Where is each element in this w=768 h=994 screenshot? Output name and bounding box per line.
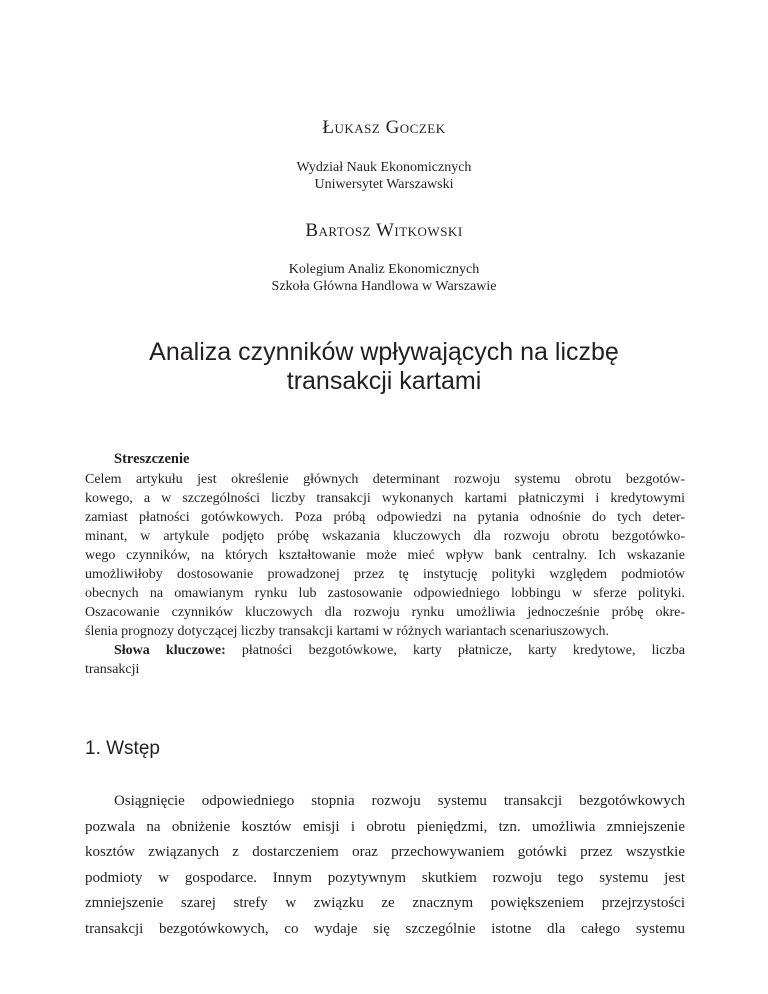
affiliation-line: Szkoła Główna Handlowa w Warszawie [271,279,497,294]
article-title [90,338,678,396]
body-line: zmniejszenie szarej strefy w związku ze znacznym powiększeniem przejrzystości [85,895,685,912]
affiliation-line: Uniwersytet Warszawski [314,177,454,192]
author-name-1: Łukasz Goczek [322,117,446,138]
abstract-line: minant, w artykule podjęto próbę wskazania kluczowych dla rozwoju obrotu bezgotówko- [85,529,685,544]
abstract-line: zamiast płatności gotówkowych. Poza próbą odpowiedzi na pytania odnośnie do tych deter- [85,510,685,525]
body-line: podmioty w gospodarce. Innym pozytywnym skutkiem rozwoju tego systemu jest [85,869,685,886]
author-affiliation-1 [0,159,768,193]
author-name-2: Bartosz Witkowski [305,220,463,241]
author-affiliation-2 [0,261,768,295]
section-body [85,789,685,943]
body-line: pozwala na obniżenie kosztów emisji i obrotu pieniędzmi, tzn. umożliwia zmniejszenie [85,818,685,835]
abstract-line: Celem artykułu jest określenie głównych determinant rozwoju systemu obrotu bezgotów- [85,472,685,487]
body-line: transakcji bezgotówkowych, co wydaje się szczególnie istotne dla całego systemu [85,920,685,937]
title-line: transakcji kartami [286,367,482,395]
keywords-text: płatności bezgotówkowe, karty płatnicze, karty kredytowe, liczba [241,643,685,658]
abstract-line: obecnych na omawianym rynku lub zastosowanie odpowiedniego lobbingu w sferze polityki. [85,586,685,601]
section-heading: 1. Wstęp [85,738,160,759]
title-line: Analiza czynników wpływających na liczbę [149,338,619,366]
abstract [85,450,685,679]
keywords-label: Słowa kluczowe: [114,643,226,658]
abstract-line: ślenia prognozy dotyczącej liczby transakcji kartami w różnych wariantach scenariuszowych. [85,624,610,639]
keywords-line [85,641,685,660]
keywords-line-2: transakcji [85,662,140,677]
abstract-line: umożliwiłoby dostosowanie prowadzonej przez tę instytucję polityki względem podmiotów [85,567,685,582]
abstract-line: wego czynników, na których kształtowanie może mieć wpływ bank centralny. Ich wskazanie [85,548,685,563]
abstract-heading: Streszczenie [114,451,190,467]
body-line: kosztów związanych z dostarczeniem oraz przechowywaniem gotówki przez wszystkie [85,844,685,861]
abstract-line: Oszacowanie czynników kluczowych dla rozwoju rynku umożliwia jednocześnie próbę okre- [85,605,685,620]
affiliation-line: Wydział Nauk Ekonomicznych [296,160,472,175]
abstract-line: kowego, a w szczególności liczby transakcji wykonanych kartami płatniczymi i kredytowymi [85,491,685,506]
affiliation-line: Kolegium Analiz Ekonomicznych [288,262,480,277]
body-line: Osiągnięcie odpowiedniego stopnia rozwoju systemu transakcji bezgotówkowych [114,793,685,809]
